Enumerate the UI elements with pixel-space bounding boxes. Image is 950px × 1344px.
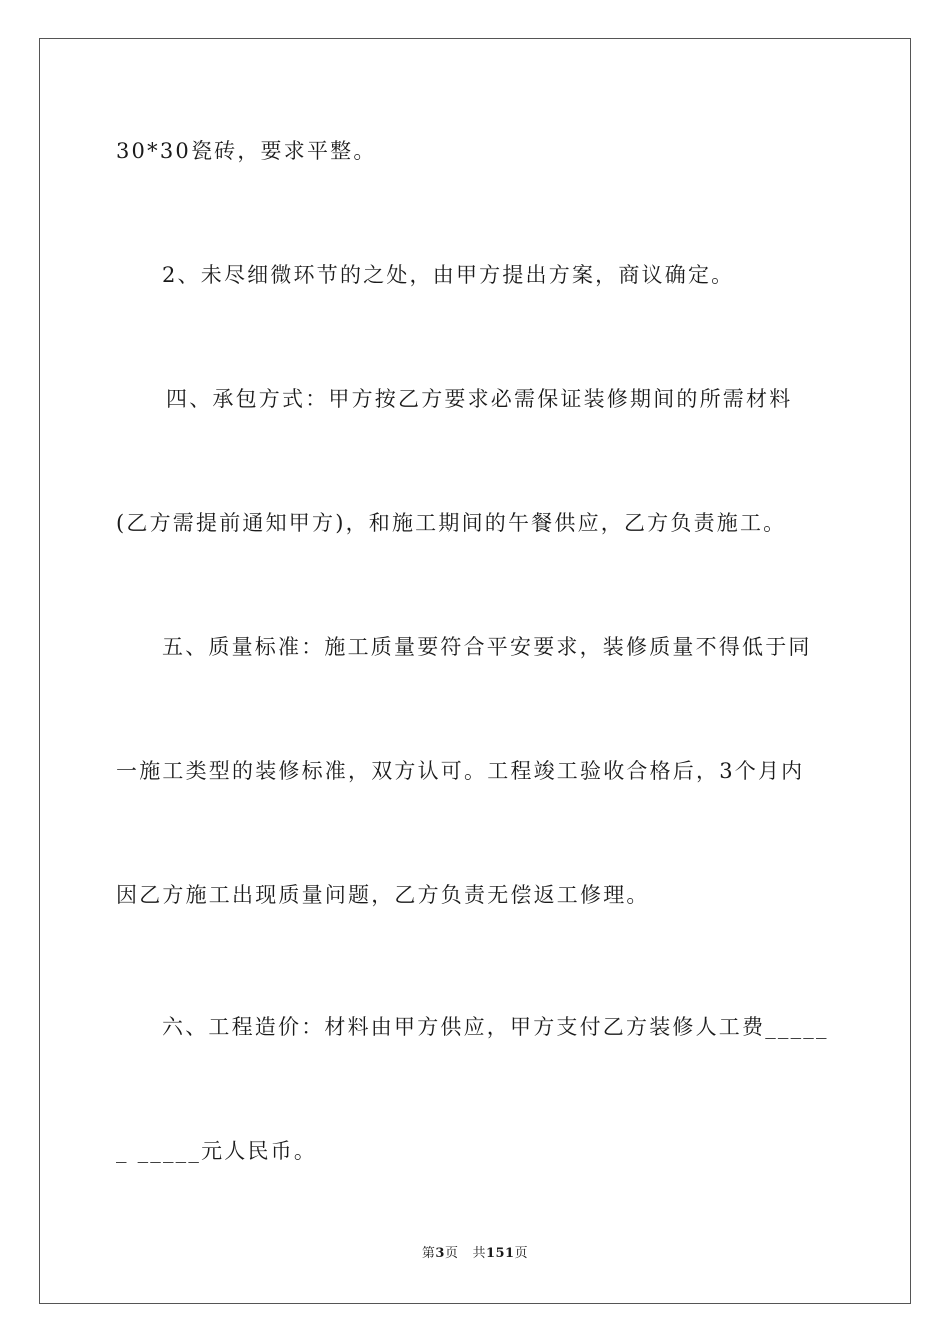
text-line-7: 因乙方施工出现质量问题，乙方负责无偿返工修理。: [116, 883, 650, 907]
text-line-8: 六、工程造价：材料由甲方供应，甲方支付乙方装修人工费_____: [162, 1015, 829, 1039]
page-footer: [0, 1245, 950, 1263]
text-line-6: 一施工类型的装修标准，双方认可。工程竣工验收合格后，3个月内: [116, 759, 805, 783]
footer-total-pages: 151: [485, 1246, 515, 1261]
footer-page-prefix: 第: [421, 1246, 436, 1261]
text-line-2: 2、未尽细微环节的之处，由甲方提出方案，商议确定。: [162, 263, 735, 287]
text-line-1: 30*30瓷砖，要求平整。: [116, 139, 377, 163]
text-line-5: 五、质量标准：施工质量要符合平安要求，装修质量不得低于同: [162, 635, 812, 659]
text-line-9: _ _____元人民币。: [116, 1139, 318, 1163]
text-line-3: 四、承包方式：甲方按乙方要求必需保证装修期间的所需材料: [166, 387, 793, 411]
footer-page-unit: 页: [444, 1246, 459, 1261]
text-line-4: (乙方需提前通知甲方)，和施工期间的午餐供应，乙方负责施工。: [116, 511, 787, 535]
footer-total-prefix: 共: [472, 1246, 486, 1261]
footer-page-number: 3: [435, 1246, 445, 1261]
footer-total-unit: 页: [514, 1246, 529, 1261]
page-border: [39, 38, 911, 1304]
